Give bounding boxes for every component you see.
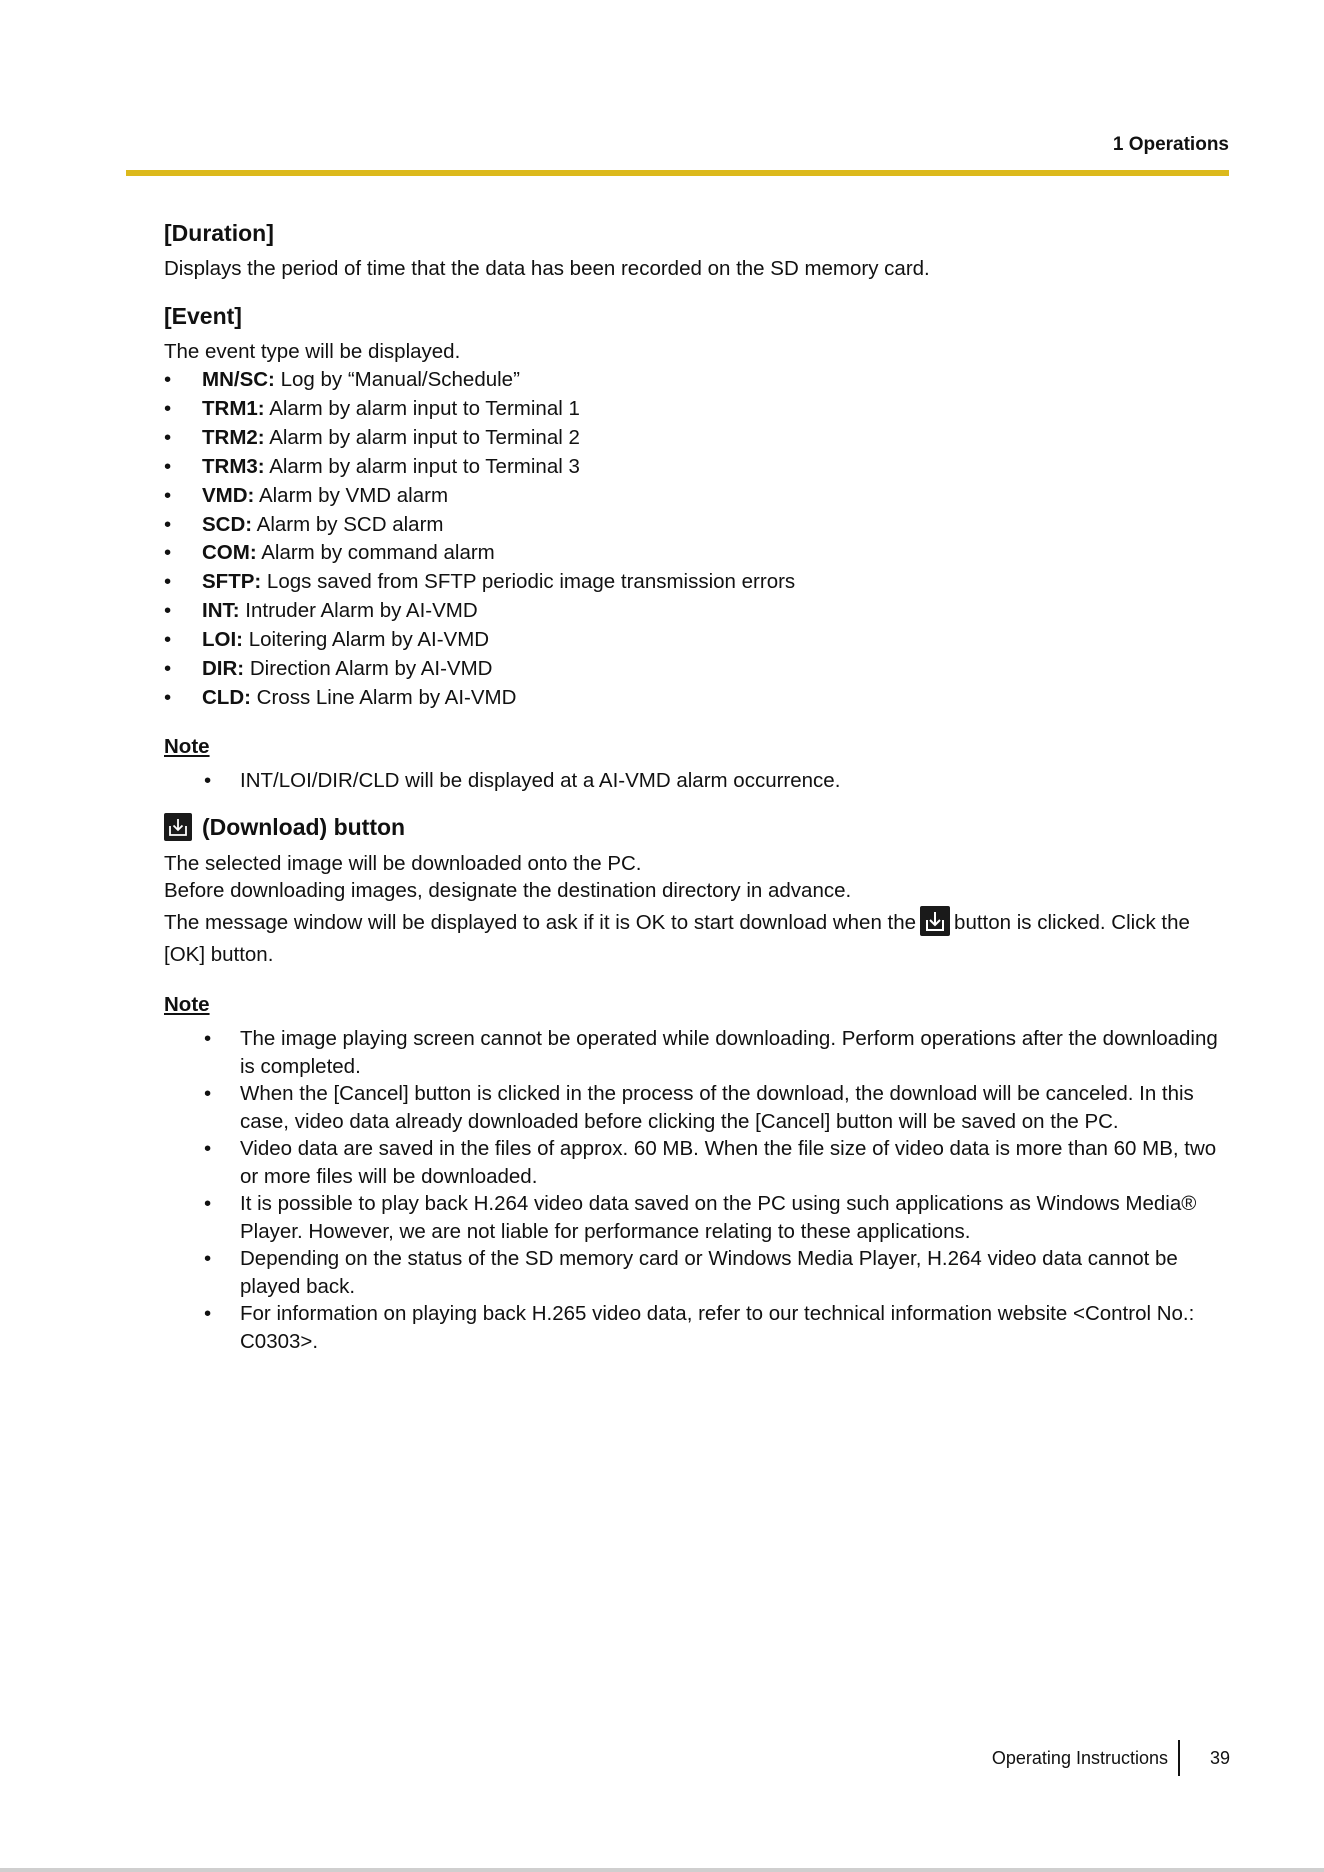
event-intro: The event type will be displayed. [164,340,461,363]
event-term: LOI: [202,628,243,652]
page-content [164,218,1230,1373]
download-icon [164,813,192,841]
list-item [164,482,1230,511]
note-item: • It is possible to play back H.264 video data saved on the PC using such applications as Windows Media® Player. However, we are not liable for performance relating to these applications. [240,1190,1230,1245]
event-term: COM: [202,541,257,565]
list-item [164,568,1230,597]
event-note-heading: Note [164,734,210,758]
note-item: • For information on playing back H.265 video data, refer to our technical information website <Control No.: C0303>. [240,1300,1230,1355]
note-item: • Video data are saved in the files of approx. 60 MB. When the file size of video data is more than 60 MB, two or more files will be downloaded. [240,1135,1230,1190]
list-item [164,539,1230,568]
list-item [164,511,1230,540]
event-desc: Alarm by SCD alarm [252,512,444,536]
event-type-list [164,366,1230,713]
event-title: [Event] [164,303,242,329]
event-desc: Alarm by alarm input to Terminal 3 [264,454,580,478]
download-icon [920,906,950,936]
bottom-edge [0,1868,1324,1872]
list-item [164,684,1230,713]
duration-section [164,218,1230,283]
event-term: TRM1: [202,396,265,420]
event-term: CLD: [202,685,251,709]
download-line-2: Before downloading images, designate the destination directory in advance. [164,879,852,903]
event-desc: Intruder Alarm by AI-VMD [239,599,478,623]
note-item: • When the [Cancel] button is clicked in the process of the download, the download will be canceled. In this case, video data already downloaded before clicking the [Cancel] button will be saved on the PC. [240,1080,1230,1135]
page-footer [900,1740,1230,1776]
event-term: TRM2: [202,425,265,449]
download-line-3-end: button is clicked. Click the [OK] button. [164,911,1190,967]
download-line-1: The selected image will be downloaded onto the PC. [164,852,642,876]
list-item [164,424,1230,453]
event-desc: Logs saved from SFTP periodic image transmission errors [261,570,796,594]
list-item [164,655,1230,684]
note-item: • The image playing screen cannot be operated while downloading. Perform operations after the downloading is completed. [240,1025,1230,1080]
duration-text: Displays the period of time that the data has been recorded on the SD memory card. [164,257,930,280]
footer-divider [1178,1740,1180,1776]
duration-title: [Duration] [164,220,274,246]
note-item: • INT/LOI/DIR/CLD will be displayed at a AI-VMD alarm occurrence. [240,767,1230,795]
event-term: TRM3: [202,454,265,478]
event-term: DIR: [202,657,245,681]
event-section [164,301,1230,794]
download-title: (Download) button [202,814,406,841]
event-term: SCD: [202,512,253,536]
download-title-row [164,812,1230,842]
event-desc: Log by “Manual/Schedule” [274,368,520,391]
event-term: INT: [202,599,240,623]
download-note-list [164,1025,1230,1355]
event-desc: Alarm by command alarm [256,541,495,565]
header-rule [126,170,1229,176]
event-desc: Direction Alarm by AI-VMD [244,657,493,681]
list-item [164,395,1230,424]
event-desc: Cross Line Alarm by AI-VMD [250,685,517,709]
event-desc: Alarm by alarm input to Terminal 2 [264,425,580,449]
list-item [164,366,1230,395]
event-desc: Loitering Alarm by AI-VMD [243,628,490,652]
event-desc: Alarm by VMD alarm [254,483,449,507]
download-line-3-start: The message window will be displayed to ask if it is OK to start download when the [164,911,917,935]
download-line-3 [164,906,1230,971]
list-item [164,626,1230,655]
chapter-header: 1 Operations [1112,134,1229,155]
event-term: VMD: [202,483,255,507]
list-item [164,453,1230,482]
event-desc: Alarm by alarm input to Terminal 1 [264,396,580,420]
page-number: 39 [1209,1748,1230,1768]
download-note-heading: Note [164,993,210,1017]
download-section [164,812,1230,1355]
note-item: • Depending on the status of the SD memory card or Windows Media Player, H.264 video data cannot be played back. [240,1245,1230,1300]
event-note-list [164,767,1230,795]
event-term: SFTP: [202,570,262,594]
list-item [164,597,1230,626]
event-term: MN/SC: [202,368,275,391]
footer-title: Operating Instructions [991,1748,1168,1768]
